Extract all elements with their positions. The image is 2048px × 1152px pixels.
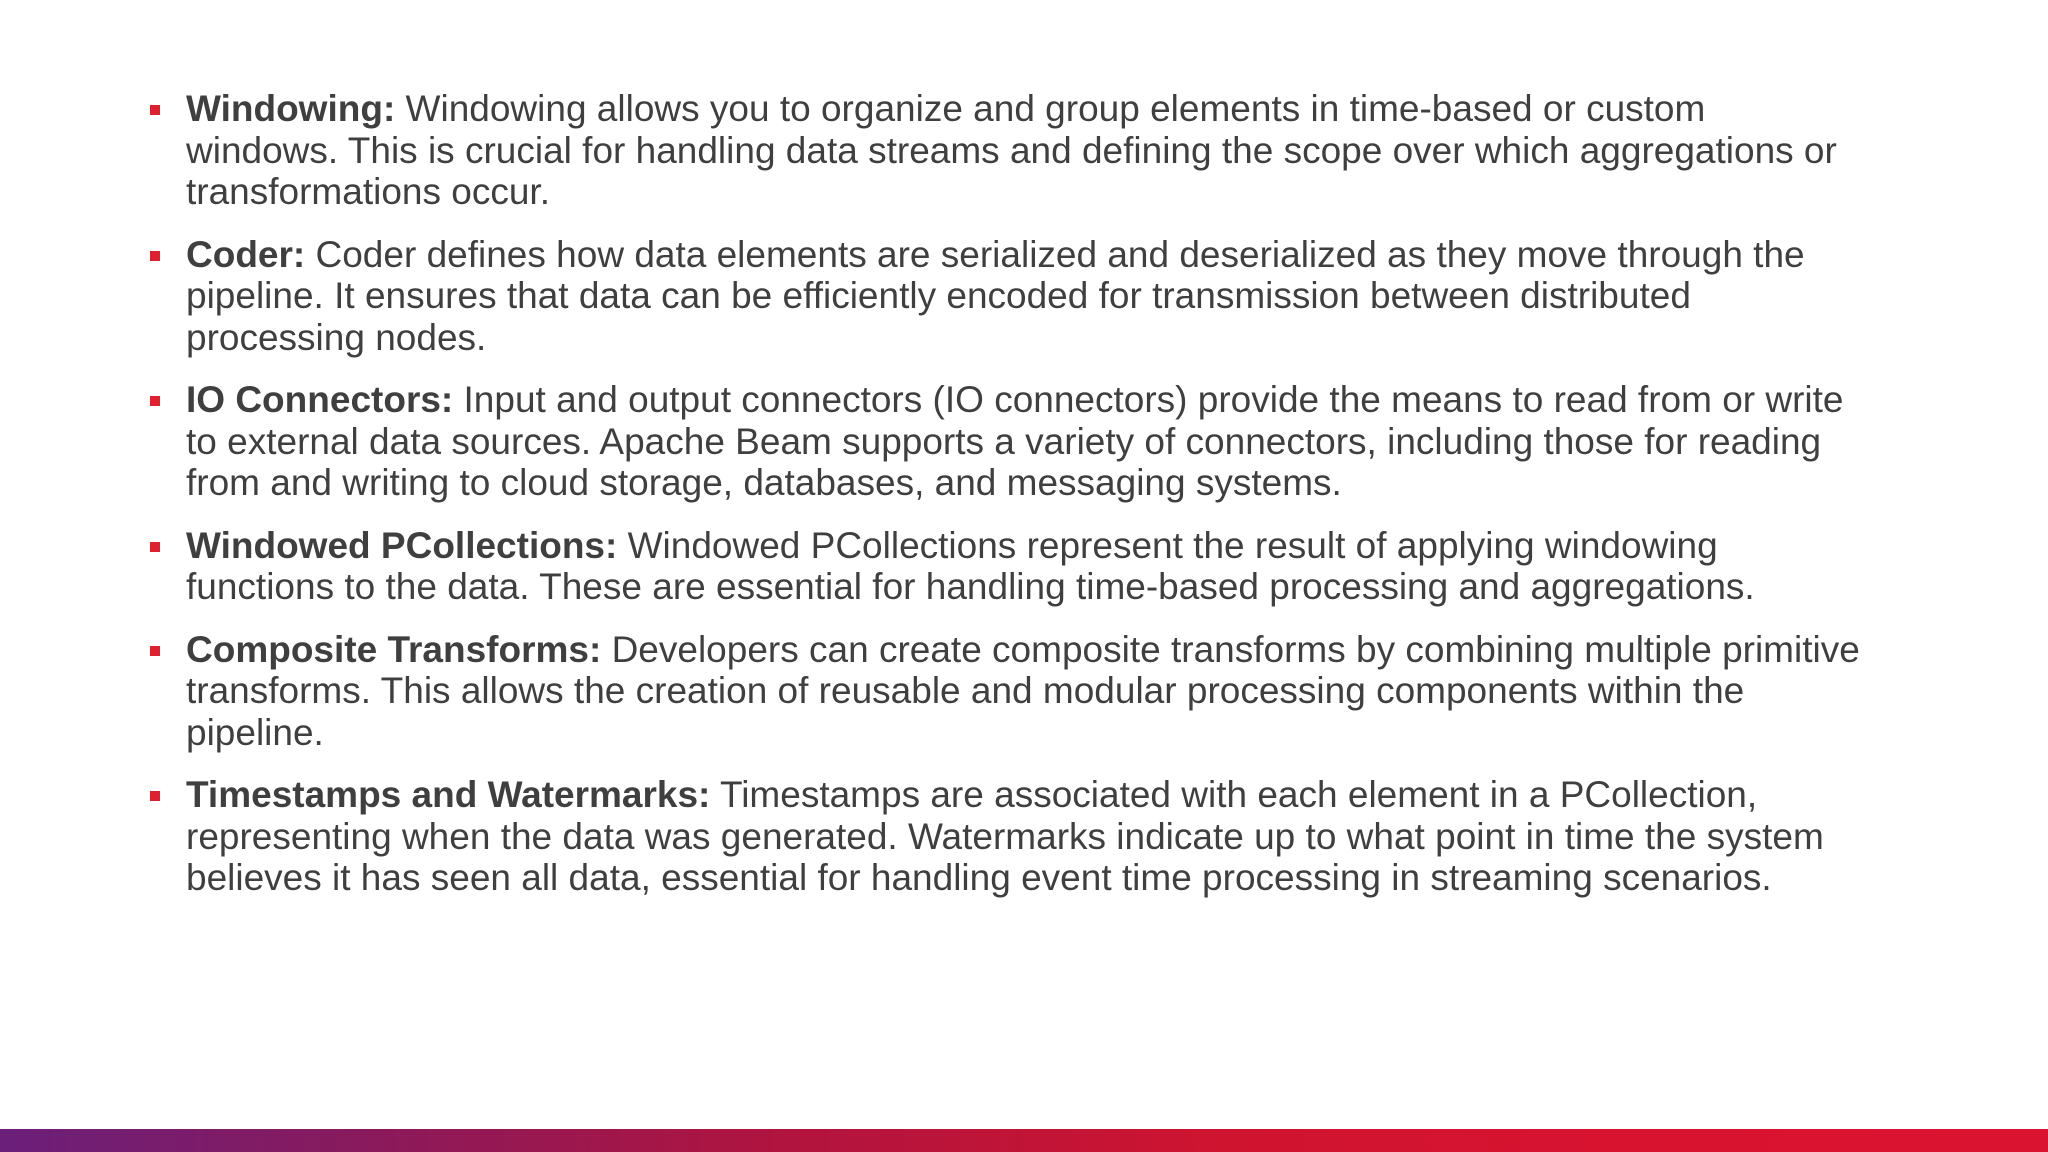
square-bullet-icon	[150, 251, 160, 261]
bullet-text: Input and output connectors (IO connectors) provide the means to read from or write to external data sources. Apache Beam supports a variety of connectors, including those for reading from and writing to cloud storage, databases, and messaging systems.	[186, 379, 1844, 503]
bullet-term: Coder:	[186, 233, 306, 275]
bullet-item-composite-transforms	[142, 629, 1862, 754]
bullet-term: Composite Transforms:	[186, 628, 602, 670]
bullet-text: Windowing allows you to organize and group elements in time-based or custom windows. This is crucial for handling data streams and defining the scope over which aggregations or transformations occur.	[186, 88, 1837, 212]
square-bullet-icon	[150, 396, 160, 406]
bullet-item-timestamps-watermarks	[142, 774, 1862, 899]
bullet-text: Windowed PCollections represent the result of applying windowing functions to the data. These are essential for handling time-based processing and aggregations.	[186, 524, 1755, 607]
bullet-list	[142, 88, 1862, 920]
bullet-term: IO Connectors:	[186, 379, 454, 420]
square-bullet-icon	[150, 542, 160, 552]
bullet-text: Developers can create composite transforms by combining multiple primitive transforms. This allows the creation of reusable and modular processing components within the pipeline.	[186, 628, 1860, 753]
bullet-text: Timestamps are associated with each element in a PCollection, representing when the data was generated. Watermarks indicate up to what point in time the system believes it has seen all data, essential for handling event time processing in streaming scenarios.	[186, 774, 1824, 898]
square-bullet-icon	[150, 646, 160, 656]
bullet-text: Coder defines how data elements are serialized and deserialized as they move through the pipeline. It ensures that data can be efficiently encoded for transmission between distributed processing nodes.	[186, 233, 1805, 358]
footer-gradient-bar	[0, 1129, 2048, 1152]
bullet-item-io-connectors	[142, 379, 1862, 504]
square-bullet-icon	[150, 105, 160, 115]
bullet-term: Windowing:	[186, 88, 396, 129]
bullet-item-windowed-pcollections	[142, 525, 1862, 608]
bullet-term: Timestamps and Watermarks:	[186, 774, 711, 815]
bullet-item-coder	[142, 234, 1862, 359]
bullet-item-windowing	[142, 88, 1862, 213]
square-bullet-icon	[150, 791, 160, 801]
bullet-term: Windowed PCollections:	[186, 524, 618, 566]
